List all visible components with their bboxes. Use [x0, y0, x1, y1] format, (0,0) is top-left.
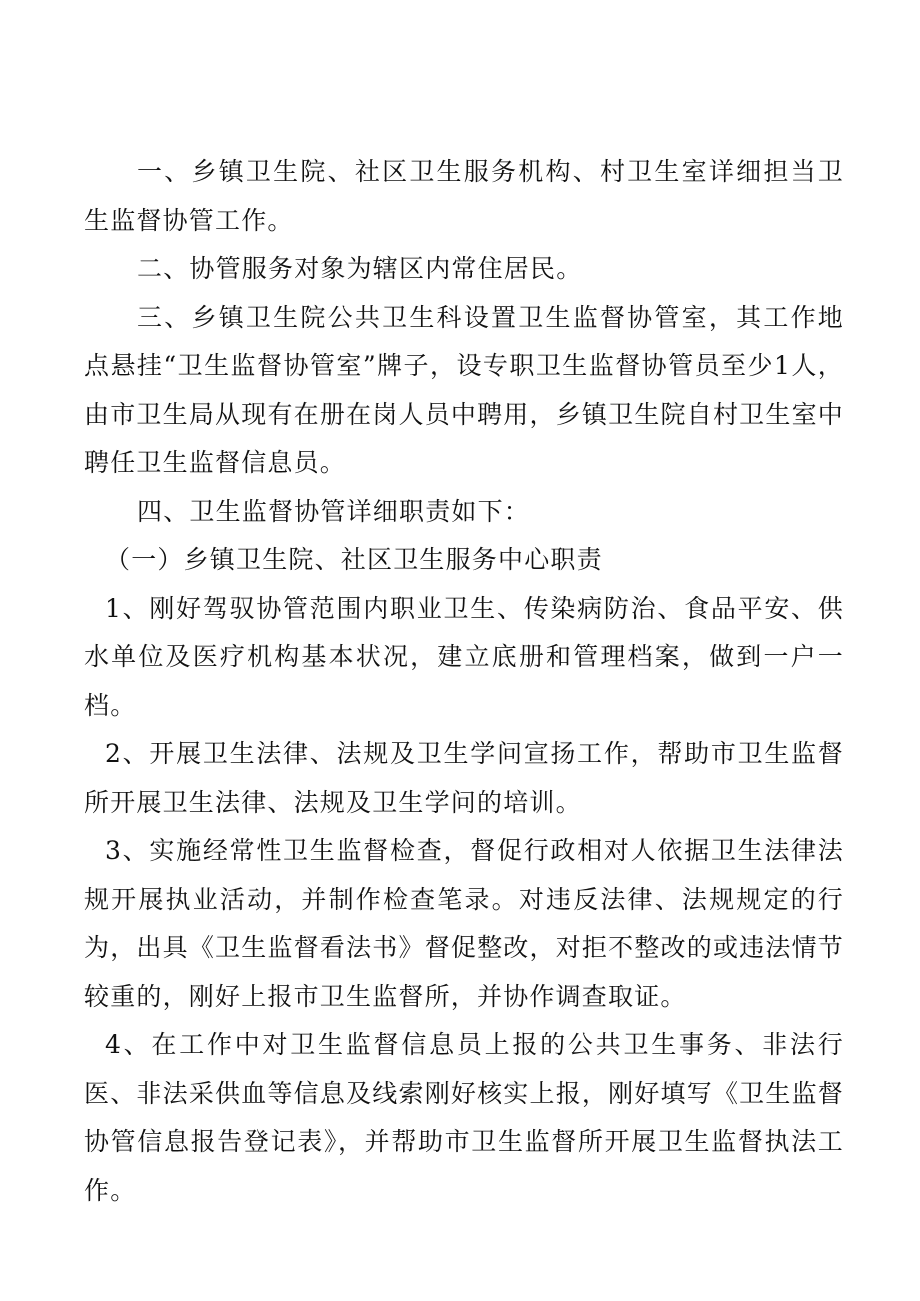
list-item-4: 4、在工作中对卫生监督信息员上报的公共卫生事务、非法行医、非法采供血等信息及线索刚好核实上报，刚好填写《卫生监督协管信息报告登记表》，并帮助市卫生监督所开展卫生监督执法工作。 — [84, 1030, 844, 1205]
paragraph-3: 三、乡镇卫生院公共卫生科设置卫生监督协管室，其工作地点悬挂“卫生监督协管室”牌子，设专职卫生监督协管员至少1人，由市卫生局从现有在册在岗人员中聘用，乡镇卫生院自村卫生室中聘任卫生监督信息员。 — [84, 302, 844, 477]
list-item-2: 2、开展卫生法律、法规及卫生学问宣扬工作，帮助市卫生监督所开展卫生法律、法规及卫生学问的培训。 — [84, 739, 844, 817]
section-heading: （一）乡镇卫生院、社区卫生服务中心职责 — [105, 545, 603, 574]
paragraph-1: 一、乡镇卫生院、社区卫生服务机构、村卫生室详细担当卫生监督协管工作。 — [84, 157, 844, 235]
paragraph-4: 四、卫生监督协管详细职责如下： — [137, 496, 531, 526]
document-body — [84, 148, 844, 1215]
list-item-1: 1、刚好驾驭协管范围内职业卫生、传染病防治、食品平安、供水单位及医疗机构基本状况，建立底册和管理档案，做到一户一档。 — [84, 593, 844, 720]
list-item-3: 3、实施经常性卫生监督检查，督促行政相对人依据卫生法律法规开展执业活动，并制作检查笔录。对违反法律、法规规定的行为，出具《卫生监督看法书》督促整改，对拒不整改的或违法情节较重的，刚好上报市卫生监督所，并协作调查取证。 — [84, 836, 844, 1011]
paragraph-2: 二、协管服务对象为辖区内常住居民。 — [137, 254, 583, 283]
